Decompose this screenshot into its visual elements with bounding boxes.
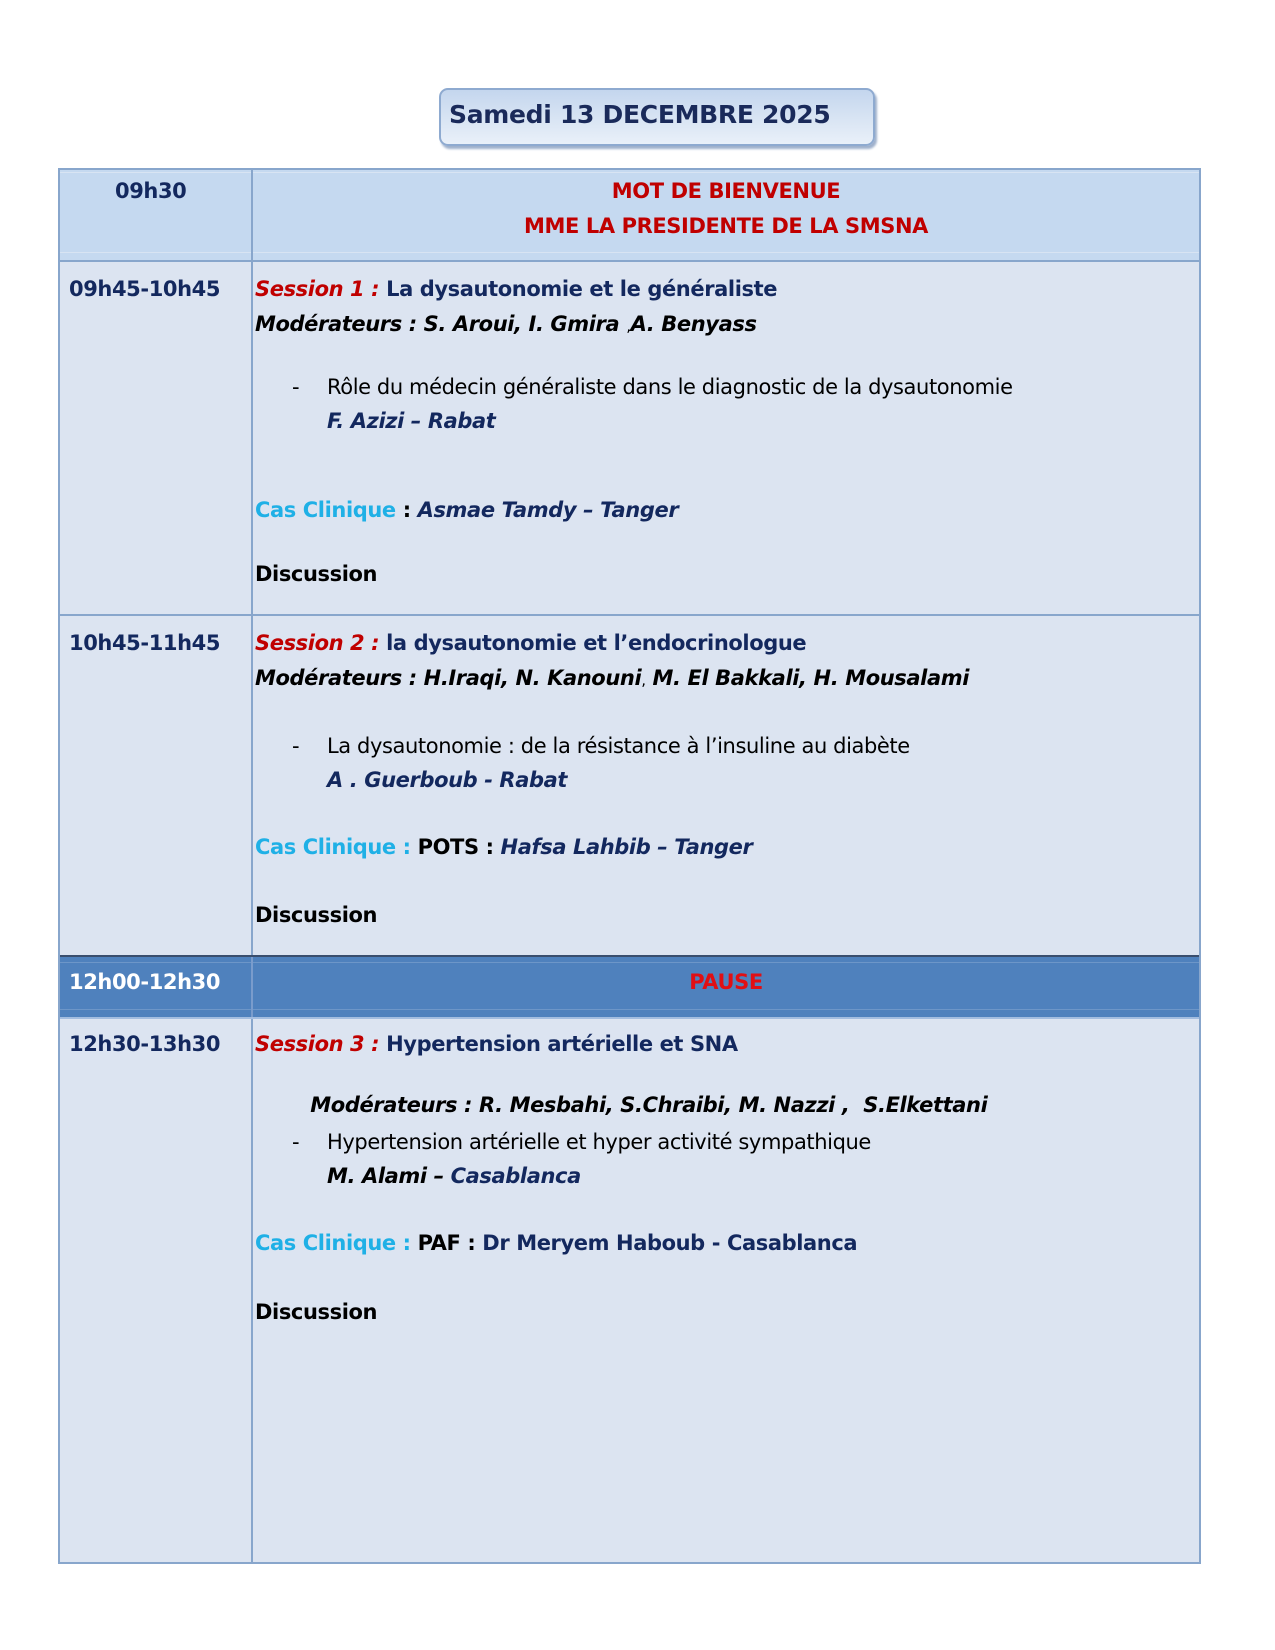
- talk-speaker: F. Azizi – Rabat: [327, 409, 496, 433]
- case-speaker: Asmae Tamdy – Tanger: [417, 498, 679, 522]
- date-title-box: [439, 88, 875, 146]
- talk-speaker-name: M. Alami –: [327, 1164, 451, 1188]
- talk-title: Rôle du médecin généraliste dans le diagnostic de la dysautonomie: [327, 375, 1013, 399]
- moderators-line: [255, 311, 757, 339]
- table-row-session-3: [60, 1019, 1199, 1562]
- pause-label: PAUSE: [689, 970, 763, 994]
- moderators-names: H.Iraqi, N. Kanouni: [423, 666, 642, 690]
- discussion-label: Discussion: [255, 1300, 378, 1324]
- case-topic: PAF :: [417, 1231, 483, 1255]
- moderators-sep: ,: [626, 317, 631, 335]
- table-row-pause: [60, 957, 1199, 1019]
- talk-speaker: A . Guerboub - Rabat: [327, 768, 568, 792]
- time-cell: [60, 1019, 253, 1562]
- session-sep: :: [364, 1032, 380, 1056]
- time-cell: [60, 957, 253, 1017]
- talk-dash: -: [292, 734, 300, 758]
- time-label: 12h00-12h30: [69, 970, 221, 994]
- case-label: Cas Clinique: [255, 498, 396, 522]
- time-cell: [60, 170, 253, 260]
- discussion-label: Discussion: [255, 903, 378, 927]
- moderators-label: Modérateurs :: [310, 1093, 479, 1117]
- content-cell: [253, 262, 1199, 614]
- content-cell: [253, 616, 1199, 955]
- content-cell: [253, 170, 1199, 260]
- case-speaker: Dr Meryem Haboub - Casablanca: [482, 1231, 858, 1255]
- talk-speaker-city: Casablanca: [450, 1164, 581, 1188]
- page-title: Samedi 13 DECEMBRE 2025: [449, 100, 831, 129]
- case-line: [255, 497, 678, 523]
- session-title: La dysautonomie et le généraliste: [379, 277, 778, 301]
- session-heading: [255, 1031, 738, 1057]
- session-label: Session 2: [255, 631, 365, 655]
- case-sep: :: [395, 498, 418, 522]
- time-label: 09h45-10h45: [69, 277, 221, 301]
- welcome-title: MOT DE BIENVENUE: [611, 179, 841, 203]
- talk-dash: -: [292, 1130, 300, 1154]
- time-cell: [60, 616, 253, 955]
- session-label: Session 3: [255, 1032, 365, 1056]
- welcome-subtitle: MME LA PRESIDENTE DE LA SMSNA: [524, 214, 928, 238]
- time-label: 10h45-11h45: [69, 631, 221, 655]
- session-label: Session 1: [255, 277, 365, 301]
- talk-dash: -: [292, 375, 300, 399]
- talk-title: Hypertension artérielle et hyper activité sympathique: [327, 1130, 871, 1154]
- talk-title: La dysautonomie : de la résistance à l’insuline au diabète: [327, 734, 910, 758]
- case-label: Cas Clinique :: [255, 1231, 418, 1255]
- session-sep: :: [364, 631, 380, 655]
- session-title: Hypertension artérielle et SNA: [379, 1032, 738, 1056]
- moderators-names-end: A. Benyass: [630, 312, 757, 336]
- program-table: [58, 168, 1201, 1564]
- session-sep: :: [364, 277, 380, 301]
- moderators-label: Modérateurs :: [255, 666, 424, 690]
- table-row-welcome: [60, 170, 1199, 262]
- moderators-label: Modérateurs :: [255, 312, 424, 336]
- session-title: la dysautonomie et l’endocrinologue: [379, 631, 807, 655]
- case-line: [255, 834, 752, 860]
- table-row-session-2: [60, 616, 1199, 957]
- case-label: Cas Clinique :: [255, 835, 418, 859]
- moderators-names: R. Mesbahi, S.Chraibi, M. Nazzi , S.Elkettani: [478, 1093, 988, 1117]
- time-cell: [60, 262, 253, 614]
- case-line: [255, 1230, 857, 1256]
- table-row-session-1: [60, 262, 1199, 616]
- case-speaker: Hafsa Lahbib – Tanger: [500, 835, 753, 859]
- content-cell: [253, 957, 1199, 1017]
- moderators-line: [255, 665, 969, 693]
- moderators-names: S. Aroui, I. Gmira: [423, 312, 627, 336]
- session-heading: [255, 276, 777, 302]
- time-label: 12h30-13h30: [69, 1032, 221, 1056]
- time-label: 09h30: [115, 179, 187, 203]
- session-heading: [255, 630, 806, 656]
- content-cell: [253, 1019, 1199, 1562]
- discussion-label: Discussion: [255, 562, 378, 586]
- talk-speaker: [327, 1163, 581, 1189]
- case-topic: POTS :: [417, 835, 501, 859]
- moderators-sep: ,: [641, 671, 646, 689]
- moderators-names-end: M. El Bakkali, H. Mousalami: [645, 666, 969, 690]
